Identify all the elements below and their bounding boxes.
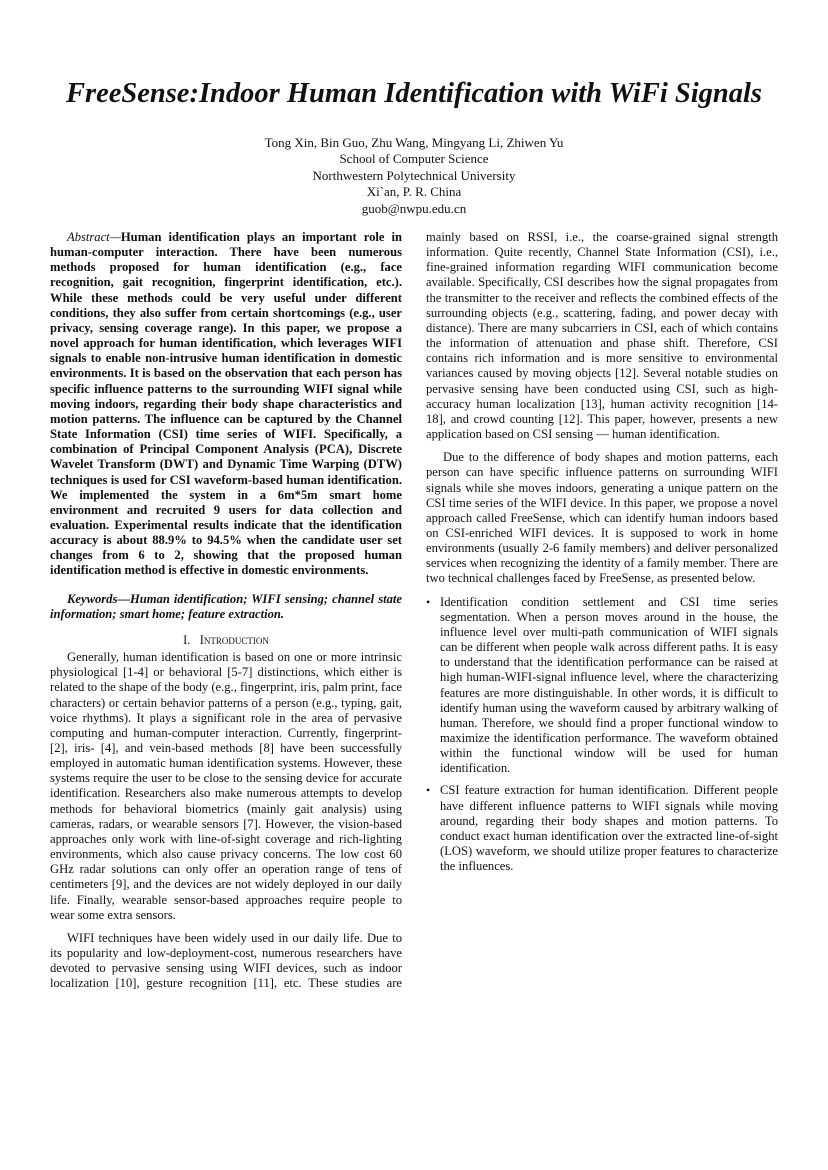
bullet-icon: • — [426, 594, 431, 609]
intro-paragraph-3: Due to the difference of body shapes and motion patterns, each person can have specific influence patterns on surrounding WIFI signals while she moves indoors, generating a unique pattern on the CSI time series of the WIFI device. In this paper, we propose a novel approach called FreeSense, which can identify human indoors based on CSI-enriched WIFI devices. It is supposed to work in home environments (usually 2-6 family members) and deliver personalized services when recognizing the identity of a family member. There are two technical challenges faced by FreeSense, as presented below. — [426, 450, 778, 586]
challenge-list — [426, 595, 778, 875]
author-university: Northwestern Polytechnical University — [312, 167, 516, 183]
author-city: Xi`an, P. R. China — [366, 184, 462, 200]
intro-paragraph-2: WIFI techniques have been widely used in our daily life. Due to its popularity and low-deployment-cost, numerous researchers have devoted to pervasive sensing using WIFI devices, such as indoor localization [10], gesture recognition [11], etc. These studies are — [50, 930, 402, 991]
keywords: Keywords—Human identification; WIFI sensing; channel state information; smart home; feature extraction. — [50, 591, 402, 621]
intro-paragraph-2-continued: mainly based on RSSI, i.e., the coarse-grained signal strength information. Quite recently, Channel State Information (CSI), i.e., fine-grained information regarding WIFI communication become available. Specifically, CSI describes how the signal propagates from the transmitter to the receiver and reflects the combined effects of the surrounding objects (e.g., scattering, fading, and power decay with distance). There are many subcarriers in CSI, each of which contains the information of attenuation and phase shift. Therefore, CSI contains rich information and is more sensitive to environmental variances caused by moving objects [12]. Several notable studies on pervasive sensing have been conducted using CSI, such as high-accuracy human localization [13], human activity recognition [14-18], and crowd counting [12]. This paper, however, presents a new application based on CSI sensing — human identification. — [426, 230, 778, 442]
intro-paragraph-1: Generally, human identification is based on one or more intrinsic physiological [1-4] or behavioral [5-7] distinctions, which either is related to the shape of the body (e.g., fingerprint, iris, palm print, face characters) or certain behavior patterns of a person (e.g., typing, gait, voice rhythms). It plays a significant role in the area of pervasive computing and human-computer interaction. Currently, fingerprint- [2], iris- [4], and vein-based methods [8] have been successfully employed in automatic human identification systems. However, these systems require the user to be close to the sensing device for accurate identification. Researchers also make numerous attempts to develop methods for behavioral biometrics (mainly gait analysis) using cameras, radars, or wearable sensors [7]. However, the vision-based approaches only work with line-of-sight coverage and rich-lighting environments, which also cause privacy concerns. The low cost 60 GHz radar solutions can only offer an operation range of tens of centimeters [9], and the devices are not widely deployed in our daily life. Finally, wearable sensor-based approaches require people to wear some extra sensors. — [50, 650, 402, 922]
section-title: Introduction — [199, 632, 269, 647]
author-email: guob@nwpu.edu.cn — [361, 200, 467, 216]
author-block — [164, 135, 664, 217]
right-column — [426, 230, 778, 881]
abstract-dash: — — [109, 230, 121, 244]
challenge-1-text: Identification condition settlement and CSI time series segmentation. When a person moves around in the house, the influence level over multi-path communication of WIFI signals can be different when people walk across different paths. It is easy to understand that the identification performance can be raised at high human-WIFI-signal influence level, where the characterizing features are more distinguishable. In other words, it is difficult to identify human using the waveform caused by arbitrary walking of human. Therefore, we should find a proper functional window to maximize the identification performance. The waveform obtained within the functional window will be used for human identification. — [440, 594, 778, 776]
challenge-2-text: CSI feature extraction for human identification. Different people have different influence patterns to WIFI signals while moving around, regarding their body shapes and motion patterns. To conduct exact human identification over the extracted line-of-sight (LOS) waveform, we should utilize proper features to characterize the influences. — [440, 783, 778, 874]
section-number: I. — [183, 632, 191, 647]
section-heading-introduction — [50, 633, 402, 648]
abstract-text: Human identification plays an important role in human-computer interaction. There have been numerous methods proposed for human identification (e.g., face recognition, gait recognition, fingerprint identification, etc.). While these methods could be very useful under different conditions, they also suffer from certain shortcomings (e.g., user privacy, sensing coverage range). In this paper, we propose a novel approach for human identification, which leverages WIFI signals to enable non-intrusive human identification in domestic environments. It is based on the observation that each person has specific influence patterns to the surrounding WIFI signal while moving indoors, regarding their body shape characteristics and motion patterns. The influence can be captured by the Channel State Information (CSI) time series of WIFI. Specifically, a combination of Principal Component Analysis (PCA), Discrete Wavelet Transform (DWT) and Dynamic Time Warping (DTW) techniques is used for CSI waveform-based human identification. We implemented the system in a 6m*5m smart home environment and recruited 9 users for data collection and evaluation. Experimental results indicate that the identification accuracy is about 88.9% to 94.5% when the candidate user set changes from 6 to 2, showing that the proposed human identification method is effective in domestic environments. — [50, 230, 402, 578]
abstract — [50, 230, 402, 579]
paper-title: FreeSense:Indoor Human Identification with WiFi Signals — [65, 78, 763, 109]
bullet-icon: • — [426, 783, 431, 798]
left-column — [50, 230, 402, 992]
list-item — [426, 783, 778, 874]
list-item — [426, 595, 778, 777]
author-names: Tong Xin, Bin Guo, Zhu Wang, Mingyang Li, Zhiwen Yu — [264, 135, 564, 150]
abstract-label: Abstract — [67, 230, 110, 244]
author-department: School of Computer Science — [339, 151, 489, 167]
